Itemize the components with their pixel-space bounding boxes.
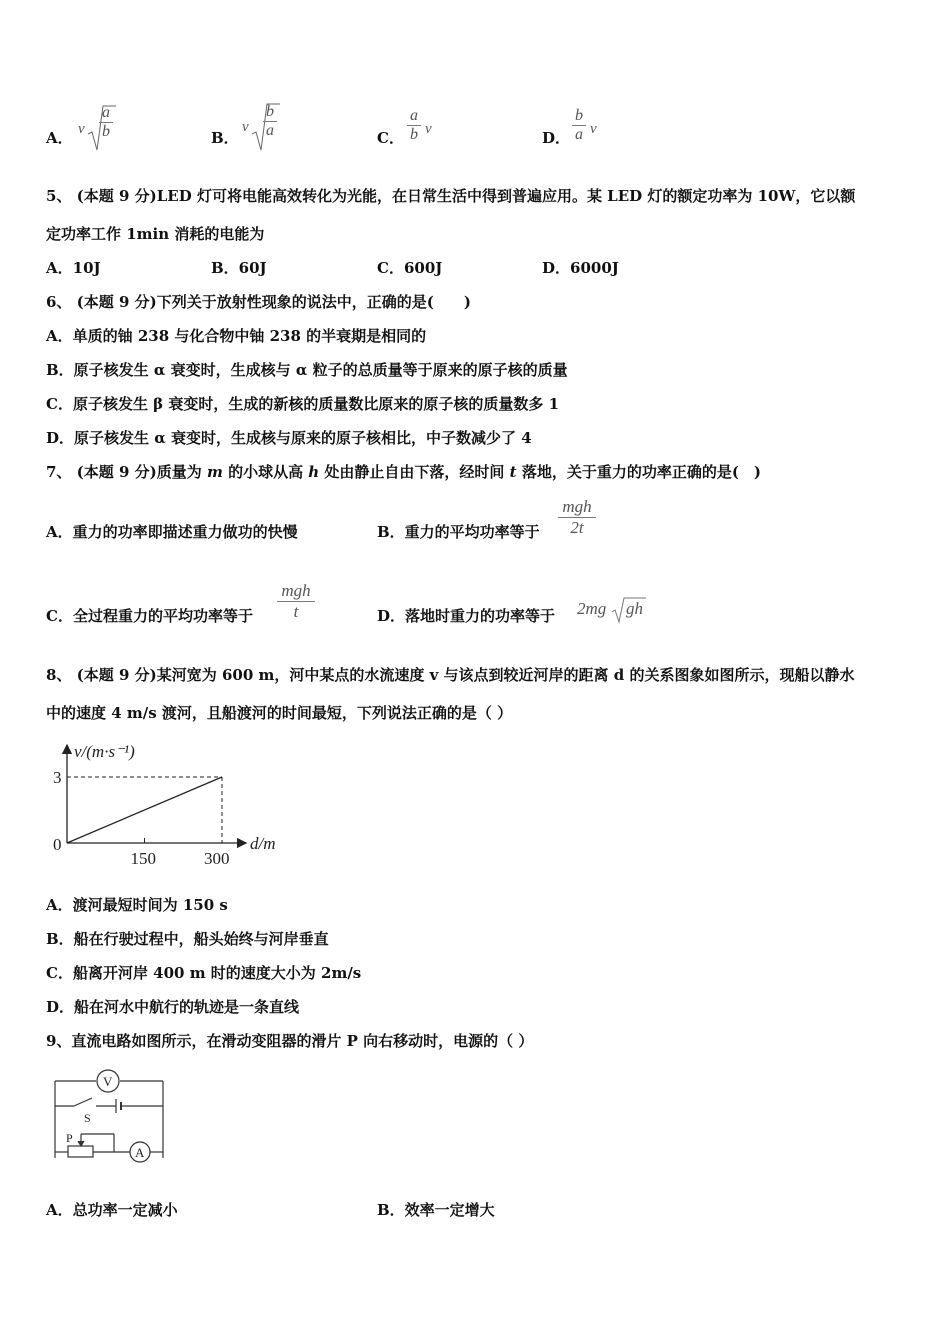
q6-option-b: B．原子核发生 α 衰变时，生成核与 α 粒子的总质量等于原来的原子核的质量: [46, 361, 568, 379]
y-axis-label: v/(m·s⁻¹): [74, 742, 135, 761]
q7-option-c-den: t: [293, 602, 299, 621]
q8-stem-line2: 中的速度 4 m/s 渡河，且船渡河的时间最短，下列说法正确的是（ ）: [46, 704, 513, 722]
q9-circuit-diagram: [46, 1068, 171, 1168]
q7-var-t: t: [509, 463, 517, 481]
x-tick-label-300: 300: [204, 849, 230, 868]
q4-option-a-prefix: v: [78, 121, 85, 137]
q4-option-c-den: b: [410, 126, 418, 143]
q4-option-d-label: D．: [542, 129, 571, 147]
q7-option-d-expr: 2mg: [577, 599, 607, 618]
q6-option-c: C．原子核发生 β 衰变时，生成的新核的质量数比原来的原子核的质量数多 1: [46, 395, 560, 413]
q7-option-b-den: 2t: [570, 518, 584, 537]
q4-option-d-fraction: [572, 107, 586, 144]
q7-stem: [46, 462, 761, 482]
q4-option-d-suffix: v: [590, 121, 597, 137]
q7-option-b: B．重力的平均功率等于: [377, 523, 540, 541]
q4-option-d-num: b: [575, 107, 583, 124]
q4-option-c-fraction: [407, 107, 421, 144]
q4-option-b-num: b: [266, 103, 274, 120]
q9-option-b: B．效率一定增大: [377, 1201, 495, 1219]
q7-option-c-num: mgh: [281, 581, 311, 600]
q7-var-h: h: [308, 463, 320, 481]
x-tick-label-150: 150: [130, 849, 156, 868]
q8-option-b: B．船在行驶过程中，船头始终与河岸垂直: [46, 930, 329, 948]
q9-option-a: A．总功率一定减小: [46, 1201, 178, 1219]
q4-option-b-label: B．: [211, 129, 239, 147]
q5-option-b: B．60J: [211, 259, 267, 277]
q7-option-b-num: mgh: [562, 497, 592, 516]
q8-option-d: D．船在河水中航行的轨迹是一条直线: [46, 998, 300, 1016]
q7-option-b-fraction: [558, 497, 596, 538]
q4-option-a-den: b: [102, 123, 110, 140]
x-axis-label: d/m: [250, 834, 276, 853]
q5-stem-line1: 5、 (本题 9 分)LED 灯可将电能高效转化为光能，在日常生活中得到普遍应用。某 LED 灯的额定功率为 10W，它以额: [46, 187, 856, 205]
q7-stem-part: 落地，关于重力的功率正确的是( ): [516, 463, 762, 481]
q9-stem: 9、直流电路如图所示，在滑动变阻器的滑片 P 向右移动时，电源的（ ）: [46, 1032, 534, 1050]
data-line-series: [67, 777, 222, 843]
q6-stem: 6、 (本题 9 分)下列关于放射性现象的说法中，正确的是( ): [46, 293, 471, 311]
q7-option-c-fraction: [277, 581, 315, 622]
voltmeter-label: V: [103, 1074, 113, 1089]
q6-option-d: D．原子核发生 α 衰变时，生成核与原来的原子核相比，中子数减少了 4: [46, 429, 532, 447]
q4-option-b-prefix: v: [242, 119, 249, 135]
q4-option-c-num: a: [410, 107, 418, 124]
q8-stem-line1: 8、 (本题 9 分)某河宽为 600 m，河中某点的水流速度 v 与该点到较近河岸的距离 d 的关系图象如图所示，现船以静水: [46, 666, 855, 684]
q7-stem-part: 7、 (本题 9 分)质量为: [46, 463, 207, 481]
q4-option-a-fraction: [99, 104, 113, 141]
q7-option-a: A．重力的功率即描述重力做功的快慢: [46, 523, 298, 541]
q4-option-c-label: C．: [377, 129, 404, 147]
q7-option-c: C．全过程重力的平均功率等于: [46, 607, 253, 625]
x-tick-label-0: 0: [53, 835, 62, 854]
q7-option-d-root: gh: [626, 599, 643, 618]
q4-option-d-den: a: [575, 126, 583, 143]
q7-stem-part: 的小球从高: [222, 463, 309, 481]
q4-option-c-suffix: v: [425, 121, 432, 137]
q7-stem-part: 处由静止自由下落，经时间: [319, 463, 510, 481]
q8-velocity-chart: [46, 737, 296, 872]
q4-option-a-num: a: [102, 104, 110, 121]
q5-option-c: C．600J: [377, 259, 443, 277]
q8-option-a: A．渡河最短时间为 150 s: [46, 896, 228, 914]
y-tick-label-3: 3: [53, 768, 62, 787]
q4-option-b-fraction: [263, 103, 277, 140]
q7-var-m: m: [206, 463, 223, 481]
q5-option-a: A．10J: [46, 259, 101, 277]
ammeter-label: A: [135, 1145, 145, 1160]
q5-stem-line2: 定功率工作 1min 消耗的电能为: [46, 225, 265, 243]
q4-option-b-den: a: [266, 122, 274, 139]
q8-option-c: C．船离开河岸 400 m 时的速度大小为 2m/s: [46, 964, 362, 982]
q5-option-d: D．6000J: [542, 259, 619, 277]
q7-option-d: D．落地时重力的功率等于: [377, 607, 556, 625]
slider-label: P: [66, 1131, 73, 1145]
q4-option-a-label: A．: [46, 129, 73, 147]
switch-label: S: [84, 1111, 91, 1125]
q6-option-a: A．单质的铀 238 与化合物中铀 238 的半衰期是相同的: [46, 327, 427, 345]
